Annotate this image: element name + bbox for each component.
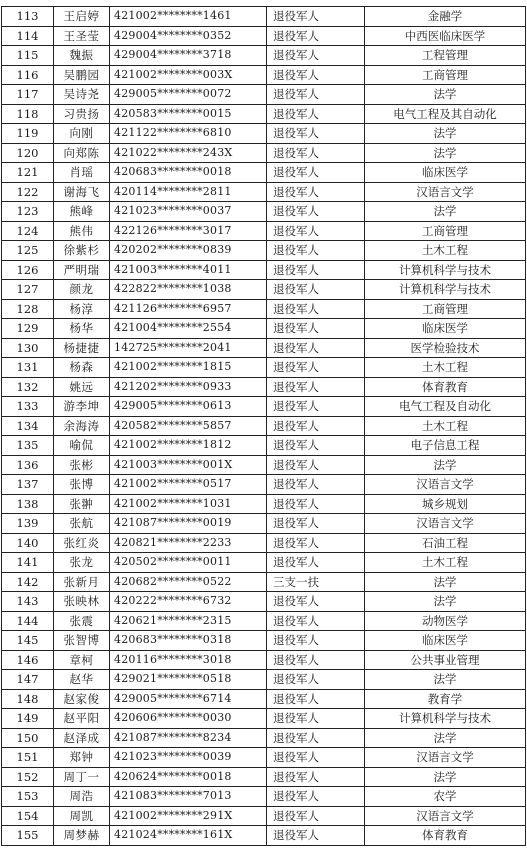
person-name-cell: 张智博 [54,631,110,651]
major-cell: 临床医学 [365,631,526,651]
id-number-cell: 421024********161X [110,826,267,846]
row-number-cell: 120 [2,143,54,163]
row-number-cell: 115 [2,46,54,66]
category-cell: 退役军人 [267,826,365,846]
person-name-cell: 徐紫杉 [54,241,110,261]
category-cell: 退役军人 [267,592,365,612]
table-row [2,670,526,690]
row-number-cell: 145 [2,631,54,651]
major-cell: 临床医学 [365,319,526,339]
table-row [2,397,526,417]
person-name-cell: 姚远 [54,377,110,397]
major-cell: 汉语言文学 [365,182,526,202]
category-cell: 退役军人 [267,475,365,495]
id-number-cell: 429005********6714 [110,689,267,709]
person-name-cell: 王启婷 [54,7,110,27]
id-number-cell: 420621********2315 [110,611,267,631]
id-number-cell: 421004********2554 [110,319,267,339]
id-number-cell: 420202********0839 [110,241,267,261]
row-number-cell: 150 [2,728,54,748]
category-cell: 退役军人 [267,806,365,826]
category-cell: 退役军人 [267,611,365,631]
person-name-cell: 杨华 [54,319,110,339]
id-number-cell: 420502********0011 [110,553,267,573]
major-cell: 计算机科学与技术 [365,260,526,280]
row-number-cell: 125 [2,241,54,261]
person-name-cell: 周梦赫 [54,826,110,846]
person-name-cell: 余海涛 [54,416,110,436]
id-number-cell: 421087********8234 [110,728,267,748]
row-number-cell: 140 [2,533,54,553]
row-number-cell: 124 [2,221,54,241]
category-cell: 退役军人 [267,455,365,475]
row-number-cell: 155 [2,826,54,846]
category-cell: 退役军人 [267,709,365,729]
person-name-cell: 周凯 [54,806,110,826]
id-number-cell: 420821********2233 [110,533,267,553]
row-number-cell: 151 [2,748,54,768]
id-number-cell: 421126********6957 [110,299,267,319]
table-row [2,494,526,514]
major-cell: 土木工程 [365,241,526,261]
category-cell: 退役军人 [267,358,365,378]
category-cell: 退役军人 [267,533,365,553]
major-cell: 法学 [365,124,526,144]
row-number-cell: 144 [2,611,54,631]
table-row [2,46,526,66]
person-name-cell: 周浩 [54,787,110,807]
category-cell: 退役军人 [267,787,365,807]
category-cell: 退役军人 [267,338,365,358]
row-number-cell: 146 [2,650,54,670]
row-number-cell: 126 [2,260,54,280]
major-cell: 土木工程 [365,358,526,378]
id-number-cell: 429005********0613 [110,397,267,417]
category-cell: 退役军人 [267,7,365,27]
major-cell: 医学检验技术 [365,338,526,358]
major-cell: 汉语言文学 [365,475,526,495]
major-cell: 法学 [365,767,526,787]
table-row [2,514,526,534]
row-number-cell: 138 [2,494,54,514]
person-name-cell: 杨淳 [54,299,110,319]
row-number-cell: 116 [2,65,54,85]
id-number-cell: 422822********1038 [110,280,267,300]
table-row [2,65,526,85]
person-name-cell: 魏振 [54,46,110,66]
category-cell: 退役军人 [267,26,365,46]
id-number-cell: 421002********1461 [110,7,267,27]
row-number-cell: 130 [2,338,54,358]
table-row [2,143,526,163]
table-row [2,319,526,339]
person-name-cell: 赵平阳 [54,709,110,729]
row-number-cell: 143 [2,592,54,612]
row-number-cell: 152 [2,767,54,787]
table-row [2,221,526,241]
category-cell: 退役军人 [267,241,365,261]
category-cell: 退役军人 [267,416,365,436]
category-cell: 退役军人 [267,436,365,456]
major-cell: 法学 [365,592,526,612]
table-row [2,124,526,144]
person-name-cell: 杨森 [54,358,110,378]
row-number-cell: 139 [2,514,54,534]
category-cell: 退役军人 [267,65,365,85]
category-cell: 退役军人 [267,46,365,66]
id-number-cell: 421003********001X [110,455,267,475]
category-cell: 退役军人 [267,182,365,202]
major-cell: 工程管理 [365,46,526,66]
person-name-cell: 张航 [54,514,110,534]
person-name-cell: 熊峰 [54,202,110,222]
person-name-cell: 颜龙 [54,280,110,300]
id-number-cell: 421083********7013 [110,787,267,807]
table-row [2,826,526,846]
table-row [2,787,526,807]
row-number-cell: 121 [2,163,54,183]
category-cell: 退役军人 [267,163,365,183]
id-number-cell: 421002********1031 [110,494,267,514]
table-row [2,377,526,397]
major-cell: 动物医学 [365,611,526,631]
person-name-cell: 王圣莹 [54,26,110,46]
major-cell: 汉语言文学 [365,806,526,826]
id-number-cell: 422126********3017 [110,221,267,241]
table-row [2,728,526,748]
table-row [2,182,526,202]
category-cell: 退役军人 [267,85,365,105]
major-cell: 体育教育 [365,377,526,397]
id-number-cell: 421122********6810 [110,124,267,144]
id-number-cell: 420683********0318 [110,631,267,651]
person-name-cell: 向刚 [54,124,110,144]
table-row [2,260,526,280]
major-cell: 法学 [365,85,526,105]
category-cell: 退役军人 [267,124,365,144]
row-number-cell: 142 [2,572,54,592]
person-name-cell: 张新月 [54,572,110,592]
id-number-cell: 421002********003X [110,65,267,85]
major-cell: 电子信息工程 [365,436,526,456]
person-name-cell: 张映林 [54,592,110,612]
major-cell: 法学 [365,202,526,222]
major-cell: 计算机科学与技术 [365,709,526,729]
row-number-cell: 153 [2,787,54,807]
row-number-cell: 137 [2,475,54,495]
category-cell: 退役军人 [267,221,365,241]
table-row [2,689,526,709]
id-number-cell: 421087********0019 [110,514,267,534]
category-cell: 退役军人 [267,319,365,339]
person-name-cell: 张博 [54,475,110,495]
person-name-cell: 吴鹏园 [54,65,110,85]
person-name-cell: 习贵扬 [54,104,110,124]
id-number-cell: 421022********243X [110,143,267,163]
major-cell: 教育学 [365,689,526,709]
id-number-cell: 420114********2811 [110,182,267,202]
row-number-cell: 147 [2,670,54,690]
id-number-cell: 420583********0015 [110,104,267,124]
id-number-cell: 142725********2041 [110,338,267,358]
table-row [2,631,526,651]
row-number-cell: 123 [2,202,54,222]
major-cell: 汉语言文学 [365,748,526,768]
category-cell: 退役军人 [267,670,365,690]
major-cell: 工商管理 [365,221,526,241]
id-number-cell: 421002********1812 [110,436,267,456]
person-name-cell: 张龙 [54,553,110,573]
major-cell: 汉语言文学 [365,514,526,534]
table-row [2,475,526,495]
category-cell: 退役军人 [267,767,365,787]
id-number-cell: 420624********0018 [110,767,267,787]
table-row [2,572,526,592]
table-row [2,592,526,612]
id-number-cell: 420582********5857 [110,416,267,436]
major-cell: 法学 [365,572,526,592]
category-cell: 退役军人 [267,631,365,651]
person-name-cell: 严明瑞 [54,260,110,280]
category-cell: 退役军人 [267,202,365,222]
id-number-cell: 429005********0072 [110,85,267,105]
major-cell: 工商管理 [365,65,526,85]
category-cell: 退役军人 [267,514,365,534]
table-row [2,709,526,729]
person-name-cell: 谢海飞 [54,182,110,202]
id-number-cell: 420606********0030 [110,709,267,729]
table-row [2,533,526,553]
major-cell: 农学 [365,787,526,807]
category-cell: 退役军人 [267,104,365,124]
category-cell: 退役军人 [267,143,365,163]
person-name-cell: 向郑陈 [54,143,110,163]
id-number-cell: 421002********1815 [110,358,267,378]
major-cell: 法学 [365,455,526,475]
category-cell: 退役军人 [267,553,365,573]
table-row [2,7,526,27]
table-row [2,299,526,319]
row-number-cell: 117 [2,85,54,105]
table-row [2,748,526,768]
major-cell: 法学 [365,728,526,748]
person-name-cell: 杨捷捷 [54,338,110,358]
id-number-cell: 421023********0039 [110,748,267,768]
category-cell: 退役军人 [267,260,365,280]
table-row [2,85,526,105]
major-cell: 临床医学 [365,163,526,183]
category-cell: 退役军人 [267,748,365,768]
row-number-cell: 118 [2,104,54,124]
person-name-cell: 游李坤 [54,397,110,417]
id-number-cell: 420683********0018 [110,163,267,183]
category-cell: 退役军人 [267,494,365,514]
table-row [2,806,526,826]
id-number-cell: 429004********0352 [110,26,267,46]
category-cell: 退役军人 [267,397,365,417]
row-number-cell: 129 [2,319,54,339]
id-number-cell: 429021********0518 [110,670,267,690]
row-number-cell: 136 [2,455,54,475]
major-cell: 金融学 [365,7,526,27]
table-row [2,241,526,261]
person-name-cell: 张翀 [54,494,110,514]
id-number-cell: 421003********4011 [110,260,267,280]
major-cell: 城乡规划 [365,494,526,514]
row-number-cell: 133 [2,397,54,417]
category-cell: 退役军人 [267,377,365,397]
major-cell: 工商管理 [365,299,526,319]
category-cell: 退役军人 [267,650,365,670]
roster-table-body [2,7,526,846]
category-cell: 退役军人 [267,689,365,709]
id-number-cell: 429004********3718 [110,46,267,66]
table-row [2,767,526,787]
id-number-cell: 420222********6732 [110,592,267,612]
major-cell: 电气工程及自动化 [365,397,526,417]
category-cell: 退役军人 [267,728,365,748]
roster-table [1,6,526,846]
table-row [2,553,526,573]
row-number-cell: 113 [2,7,54,27]
table-row [2,163,526,183]
category-cell: 三支一扶 [267,572,365,592]
table-row [2,455,526,475]
major-cell: 计算机科学与技术 [365,280,526,300]
person-name-cell: 郑钟 [54,748,110,768]
row-number-cell: 135 [2,436,54,456]
person-name-cell: 喻侃 [54,436,110,456]
row-number-cell: 134 [2,416,54,436]
table-row [2,416,526,436]
person-name-cell: 赵华 [54,670,110,690]
row-number-cell: 127 [2,280,54,300]
major-cell: 法学 [365,670,526,690]
id-number-cell: 421202********0933 [110,377,267,397]
row-number-cell: 128 [2,299,54,319]
id-number-cell: 421002********291X [110,806,267,826]
person-name-cell: 周丁一 [54,767,110,787]
row-number-cell: 114 [2,26,54,46]
major-cell: 公共事业管理 [365,650,526,670]
person-name-cell: 赵泽成 [54,728,110,748]
table-row [2,202,526,222]
row-number-cell: 131 [2,358,54,378]
person-name-cell: 赵家俊 [54,689,110,709]
row-number-cell: 132 [2,377,54,397]
category-cell: 退役军人 [267,299,365,319]
table-row [2,104,526,124]
table-row [2,611,526,631]
person-name-cell: 肖瑶 [54,163,110,183]
person-name-cell: 张红炎 [54,533,110,553]
table-row [2,338,526,358]
id-number-cell: 421023********0037 [110,202,267,222]
major-cell: 土木工程 [365,416,526,436]
table-row [2,436,526,456]
row-number-cell: 154 [2,806,54,826]
table-row [2,26,526,46]
major-cell: 土木工程 [365,553,526,573]
person-name-cell: 章柯 [54,650,110,670]
row-number-cell: 141 [2,553,54,573]
table-row [2,280,526,300]
row-number-cell: 119 [2,124,54,144]
person-name-cell: 张彬 [54,455,110,475]
person-name-cell: 张震 [54,611,110,631]
person-name-cell: 吴诗尧 [54,85,110,105]
table-row [2,650,526,670]
major-cell: 电气工程及其自动化 [365,104,526,124]
id-number-cell: 420116********3018 [110,650,267,670]
category-cell: 退役军人 [267,280,365,300]
row-number-cell: 148 [2,689,54,709]
row-number-cell: 149 [2,709,54,729]
person-name-cell: 熊伟 [54,221,110,241]
major-cell: 石油工程 [365,533,526,553]
table-row [2,358,526,378]
major-cell: 中西医临床医学 [365,26,526,46]
major-cell: 法学 [365,143,526,163]
id-number-cell: 420682********0522 [110,572,267,592]
major-cell: 体育教育 [365,826,526,846]
id-number-cell: 421002********0517 [110,475,267,495]
row-number-cell: 122 [2,182,54,202]
